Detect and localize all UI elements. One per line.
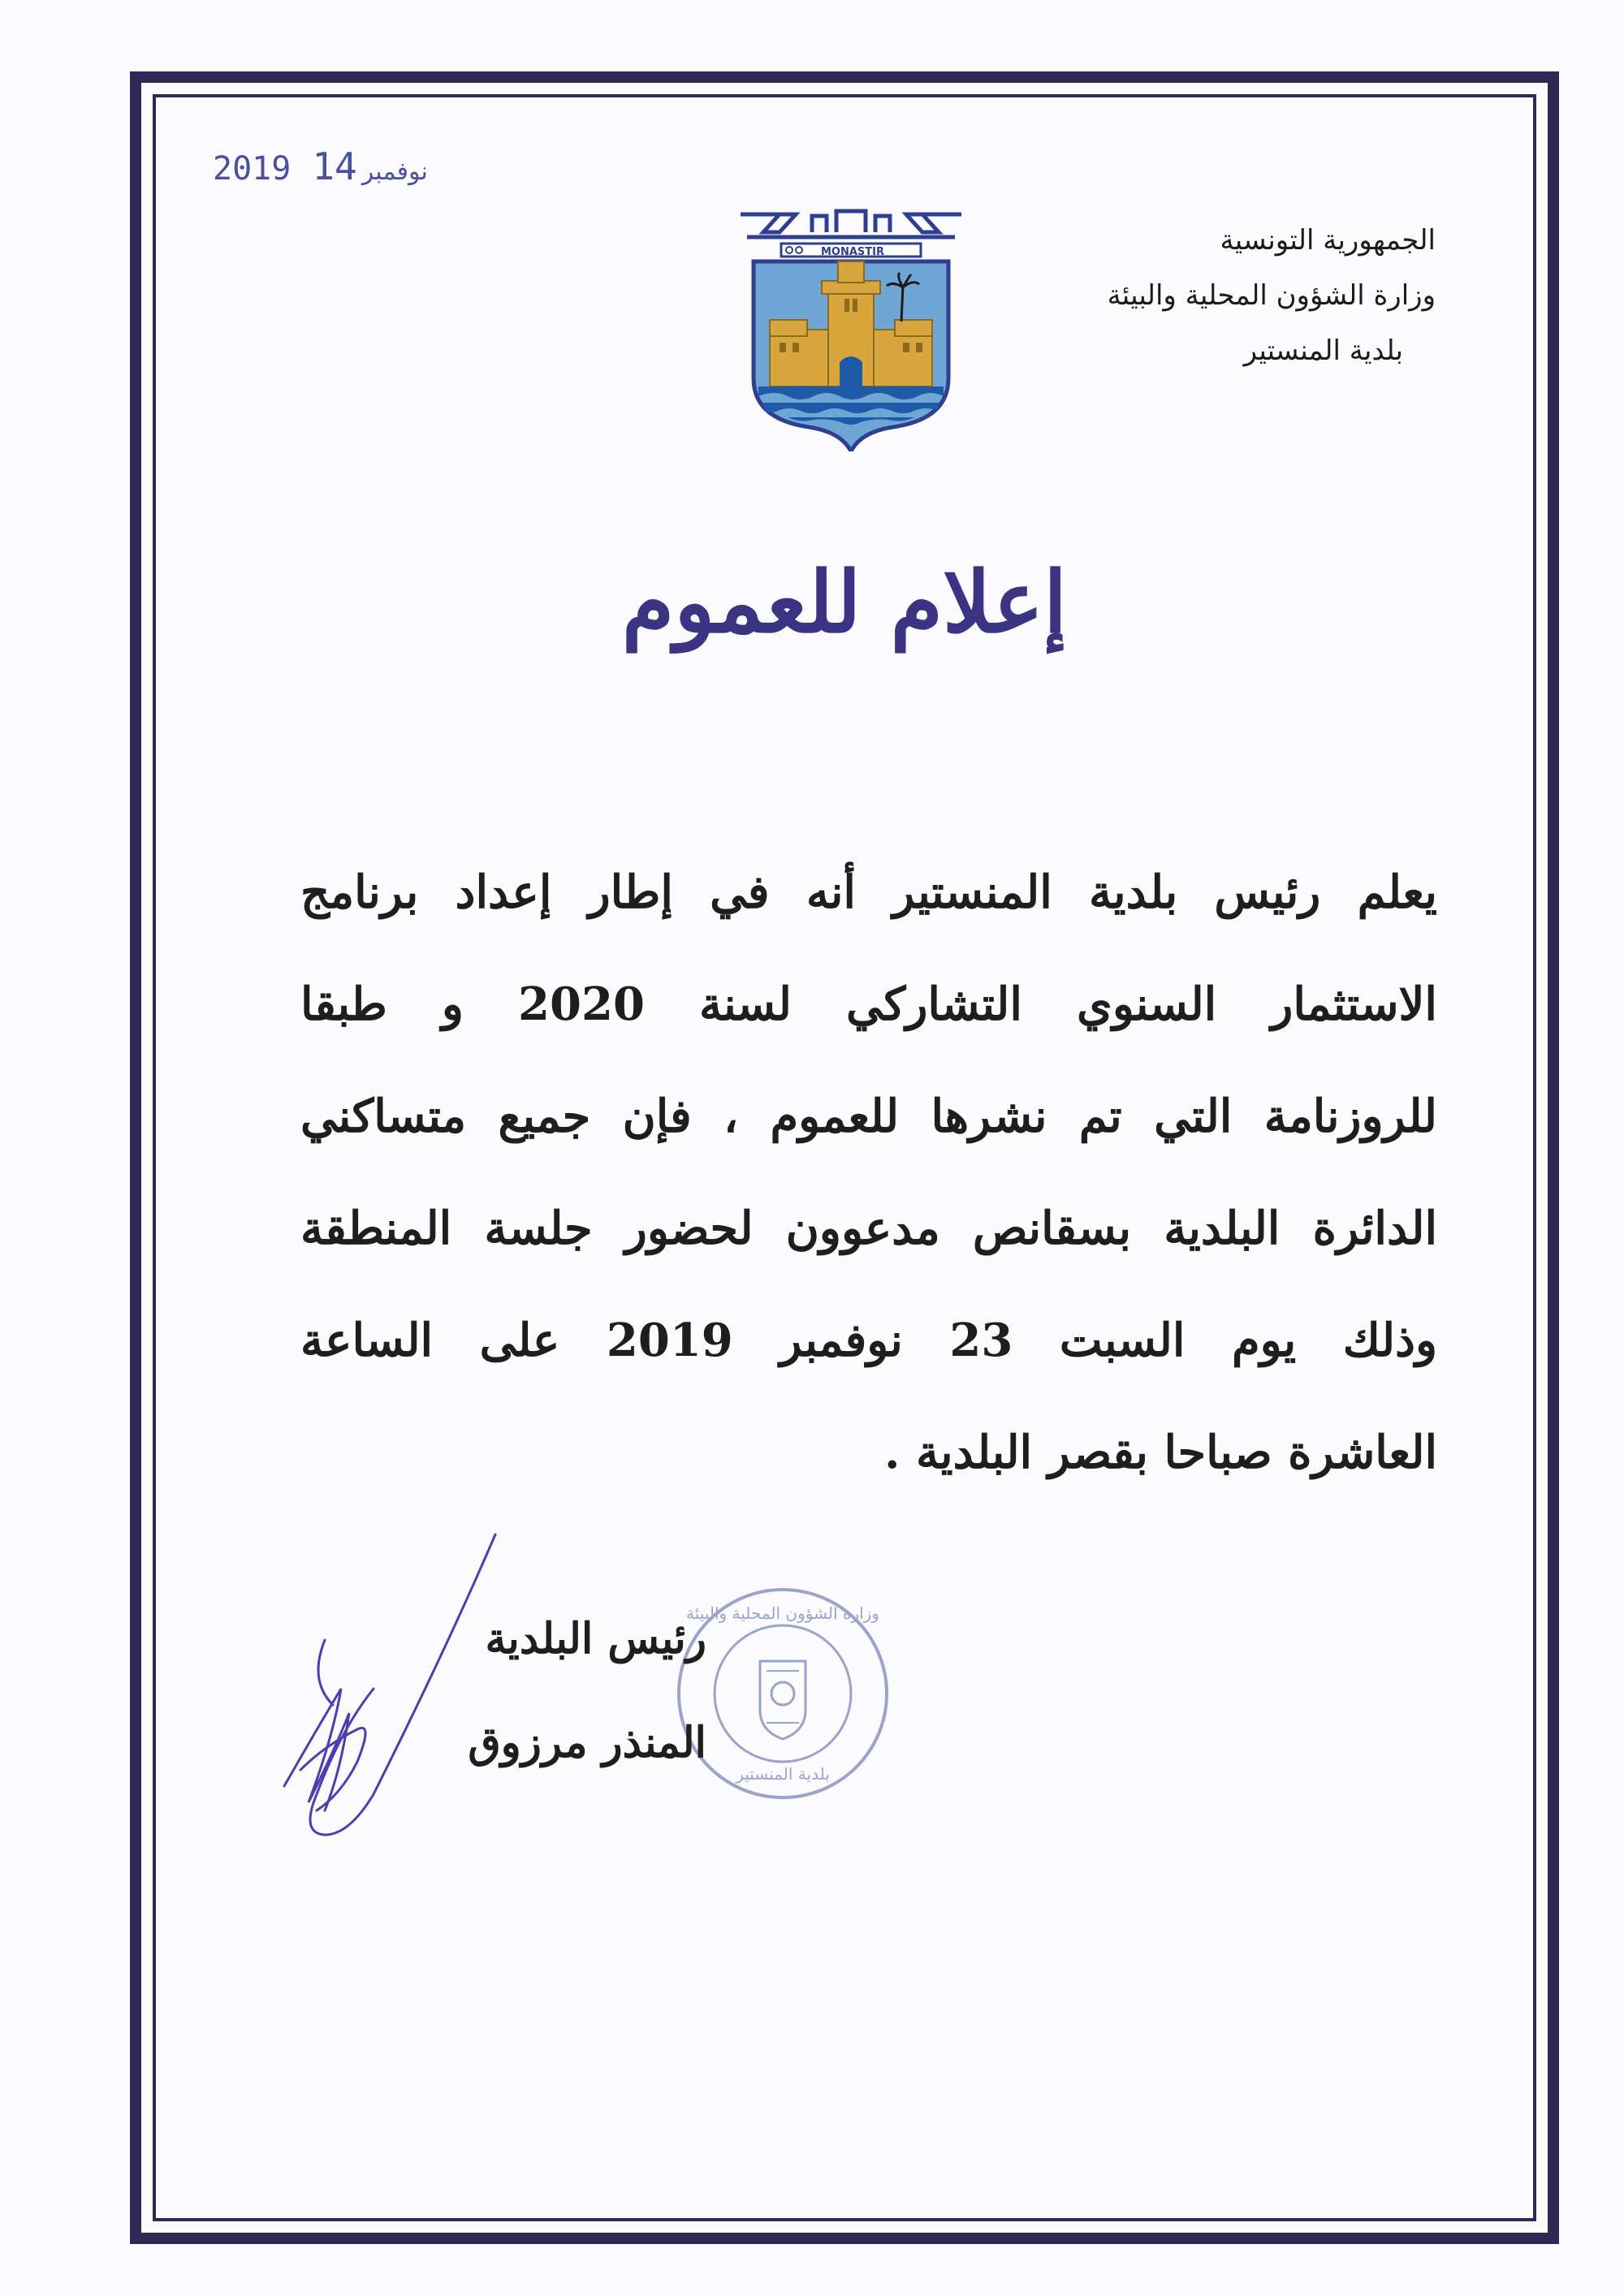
letterhead-municipality: بلدية المنستير xyxy=(1243,334,1403,367)
body-line: يعلم رئيس بلدية المنستير أنه في إطار إعداد برنامج xyxy=(300,865,1437,919)
emblem-text: MONASTIR xyxy=(820,246,885,258)
body-line: وذلك يوم السبت 23 نوفمبر 2019 على الساعة xyxy=(300,1314,1437,1367)
handwritten-signature-icon xyxy=(252,1526,560,1867)
letterhead-ministry: وزارة الشؤون المحلية والبيئة xyxy=(1107,279,1436,312)
signatory-name: المنذر مرزوق xyxy=(468,1718,706,1767)
body-line: للروزنامة التي تم نشرها للعموم ، فإن جميع متساكني xyxy=(300,1090,1437,1143)
body-line: الاستثمار السنوي التشاركي لسنة 2020 و طبقا xyxy=(300,978,1437,1031)
seal-ring-bottom: بلدية المنستير xyxy=(736,1764,830,1784)
notice-body xyxy=(300,836,1437,1508)
signatory-title: رئيس البلدية xyxy=(485,1614,706,1664)
seal-ring-top: وزارة الشؤون المحلية والبيئة xyxy=(686,1603,879,1623)
date-stamp-month: نوفمبر xyxy=(361,158,428,186)
date-stamp xyxy=(213,145,433,188)
body-line: الدائرة البلدية بسقانص مدعوون لحضور جلسة المنطقة xyxy=(300,1202,1437,1255)
date-stamp-year: 2019 xyxy=(213,150,292,188)
date-stamp-day: 14 xyxy=(312,145,357,188)
letterhead-republic: الجمهورية التونسية xyxy=(1220,224,1436,257)
notice-title: إعلام للعموم xyxy=(621,552,1068,652)
body-line: العاشرة صباحا بقصر البلدية . xyxy=(884,1426,1437,1479)
monastir-coat-of-arms-icon xyxy=(731,208,971,451)
